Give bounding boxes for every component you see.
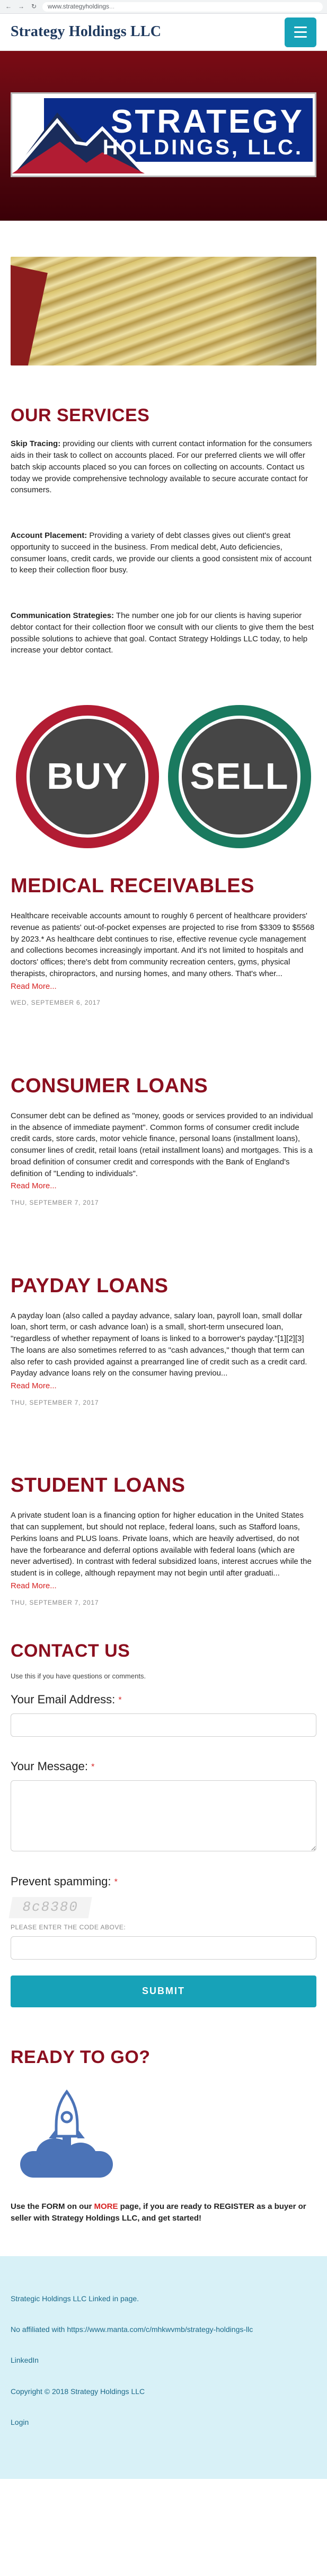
blog-post [11, 1072, 316, 1272]
footer-linkedin-page-line [11, 2293, 316, 2304]
more-page-link[interactable]: MORE [94, 2202, 118, 2212]
linkedin-page-link[interactable]: Strategic Holdings LLC Linked in page. [11, 2294, 139, 2303]
email-field[interactable] [11, 1713, 316, 1737]
captcha-field[interactable] [11, 1936, 316, 1960]
read-more-link[interactable]: Read More... [11, 1581, 57, 1590]
rocket-icon [46, 2087, 88, 2162]
captcha-image: 8c8380 [8, 1897, 92, 1918]
post-title[interactable]: CONSUMER LOANS [11, 1074, 208, 1097]
address-bar-text: www.strategyholdings [48, 2, 110, 10]
sell-button[interactable] [168, 705, 311, 848]
post-excerpt: A payday loan (also called a payday advance, salary loan, payroll loan, small dollar loan, short term, or cash advance loan) is a small, short-term unsecured loan, "regardless of whether repayment of loans is linked to a borrower's payday."[1][2][3] The loans are also sometimes referred to as "cash advances," though that term can also refer to cash provided against a prearranged line of credit such as a credit card. Payday advance loans rely on the consumer having previou... [11, 1311, 307, 1378]
spam-label-text: Prevent spamming: [11, 1874, 111, 1888]
logo-frame [11, 92, 316, 177]
affiliation-prefix: No affiliated with [11, 2325, 67, 2334]
post-title[interactable]: PAYDAY LOANS [11, 1274, 169, 1297]
post-excerpt: A private student loan is a financing option for higher education in the United States that can supplement, but should not replace, federal loans, such as Stafford loans, Perkins loans and PLUS loans. Private loans, which are heavily advertised, do not have the forbearance and deferral options available with federal loans (which are never advertised). In contrast with federal subsidized loans, interest accrues while the student is in college, although repayment may not begin until after graduati... [11, 1511, 312, 1578]
message-label [11, 1758, 316, 1775]
read-more-link[interactable]: Read More... [11, 1381, 57, 1391]
message-field[interactable] [11, 1780, 316, 1851]
footer-linkedin-line [11, 2355, 316, 2365]
service-text: providing our clients with current contact information for the consumers aids in their task to collect on accounts placed. For our preferred clients we will offer batch skip accounts placed so you can forces on collecting on accounts. Contact us today we provide comprehensive technology available to secure accurate contact for consumers. [11, 439, 312, 495]
sell-label: SELL [179, 716, 301, 838]
contact-subtitle: Use this if you have questions or comments. [11, 1672, 146, 1681]
service-skip-tracing [11, 438, 316, 496]
image-red-accent [11, 264, 48, 365]
ready-heading: READY TO GO? [11, 2047, 151, 2067]
read-more-link[interactable]: Read More... [11, 1181, 57, 1191]
buy-label: BUY [26, 716, 148, 838]
footer-copyright: Copyright © 2018 Strategy Holdings LLC [11, 2387, 145, 2396]
blog-post [11, 872, 316, 1072]
ready-text [11, 2201, 316, 2224]
services-heading: OUR SERVICES [11, 405, 150, 425]
hero-banner [0, 51, 327, 221]
logo-text-primary: STRATEGY [111, 103, 304, 140]
linkedin-link[interactable]: LinkedIn [11, 2356, 39, 2365]
captcha-hint: PLEASE ENTER THE CODE ABOVE: [11, 1923, 126, 1931]
rocket-illustration [14, 2081, 120, 2187]
post-excerpt: Consumer debt can be defined as "money, goods or services provided to an individual in the absence of immediate payment". Common forms of consumer credit include credit cards, store cards, motor vehicle finance, personal loans (installment loans), consumer lines of credit, retail loans (retail installment loans) and mortgages. This is a broad definition of consumer credit and corresponds with the Bank of England's definition of "Lending to individuals". [11, 1111, 313, 1178]
captcha-row [11, 1895, 316, 1920]
required-mark: * [91, 1762, 95, 1772]
ready-text-after: page, if you are ready to REGISTER as a buyer or seller with Strategy Holdings LLC, and get started! [11, 2202, 306, 2223]
post-title[interactable]: MEDICAL RECEIVABLES [11, 875, 254, 898]
post-date: WED, SEPTEMBER 6, 2017 [11, 999, 101, 1007]
post-date: THU, SEPTEMBER 7, 2017 [11, 1398, 99, 1406]
buy-sell-section [0, 690, 327, 848]
image-shade [242, 257, 316, 365]
service-label: Communication Strategies: [11, 611, 114, 621]
hamburger-line [294, 31, 307, 33]
contact-heading: CONTACT US [11, 1640, 130, 1661]
logo-text-secondary: HOLDINGS, LLC. [102, 136, 303, 159]
back-icon[interactable]: ← [5, 2, 12, 10]
site-footer [0, 2256, 327, 2479]
ready-text-before: Use the FORM on our [11, 2202, 94, 2212]
spam-label [11, 1873, 316, 1890]
post-date: THU, SEPTEMBER 7, 2017 [11, 1199, 99, 1207]
email-label [11, 1691, 316, 1708]
footer-affiliation-line [11, 2324, 316, 2335]
blog-post [11, 1471, 316, 1607]
read-more-link[interactable]: Read More... [11, 981, 57, 991]
post-title[interactable]: STUDENT LOANS [11, 1474, 185, 1497]
menu-button[interactable] [285, 18, 316, 47]
forward-icon[interactable]: → [18, 2, 24, 10]
hamburger-line [294, 27, 307, 28]
service-communication [11, 610, 316, 656]
submit-button[interactable]: SUBMIT [11, 1975, 316, 2007]
site-header [0, 14, 327, 51]
service-label: Account Placement: [11, 531, 87, 541]
file-folders-image [11, 257, 316, 365]
post-excerpt: Healthcare receivable accounts amount to roughly 6 percent of healthcare providers' revenue as patients' out-of-pocket expenses are projected to rise from $3309 to $5568 by 2023.* As healthcare debt continues to rise, effective revenue cycle management and collections becomes increasingly important. And it's not limited to hospitals and doctors' offices; there's debt from community recreation centers, gyms, physical therapists, chiropractors, and nursing homes, and many others. That's wher... [11, 911, 315, 978]
blog-feed [0, 872, 327, 1607]
message-label-text: Your Message: [11, 1760, 88, 1773]
ready-section [0, 2007, 327, 2224]
address-bar[interactable] [42, 2, 323, 12]
service-account-placement [11, 530, 316, 576]
site-title[interactable]: Strategy Holdings LLC [11, 23, 162, 40]
reload-icon[interactable]: ↻ [31, 2, 37, 10]
contact-section [0, 1607, 327, 2007]
service-label: Skip Tracing: [11, 439, 61, 449]
email-label-text: Your Email Address: [11, 1693, 116, 1707]
service-text: Providing a variety of debt classes gives out client's great opportunity to succeed in the business. From medical debt, Auto deficiencies, consumer loans, credit cards, we provide our clients a good consistent mix of account to keep their collection floor busy. [11, 531, 312, 575]
hamburger-line [294, 36, 307, 38]
footer-login-line [11, 2417, 316, 2427]
browser-toolbar [0, 0, 327, 14]
services-section [0, 365, 327, 656]
login-link[interactable]: Login [11, 2417, 29, 2426]
buy-button[interactable] [16, 705, 159, 848]
blog-post [11, 1272, 316, 1472]
address-bar-faded: ... [109, 2, 115, 10]
service-text: The number one job for our clients is having superior debtor contact for their collection floor we consult with our clients to give them the best possible solutions to achieve that goal. Contact Strategy Holdings LLC today, to help increase your debtor contact. [11, 611, 314, 655]
post-date: THU, SEPTEMBER 7, 2017 [11, 1598, 99, 1606]
required-mark: * [118, 1695, 122, 1705]
affiliation-link[interactable]: https://www.manta.com/c/mhkwvmb/strategy-holdings-llc [67, 2325, 253, 2334]
required-mark: * [114, 1877, 118, 1887]
